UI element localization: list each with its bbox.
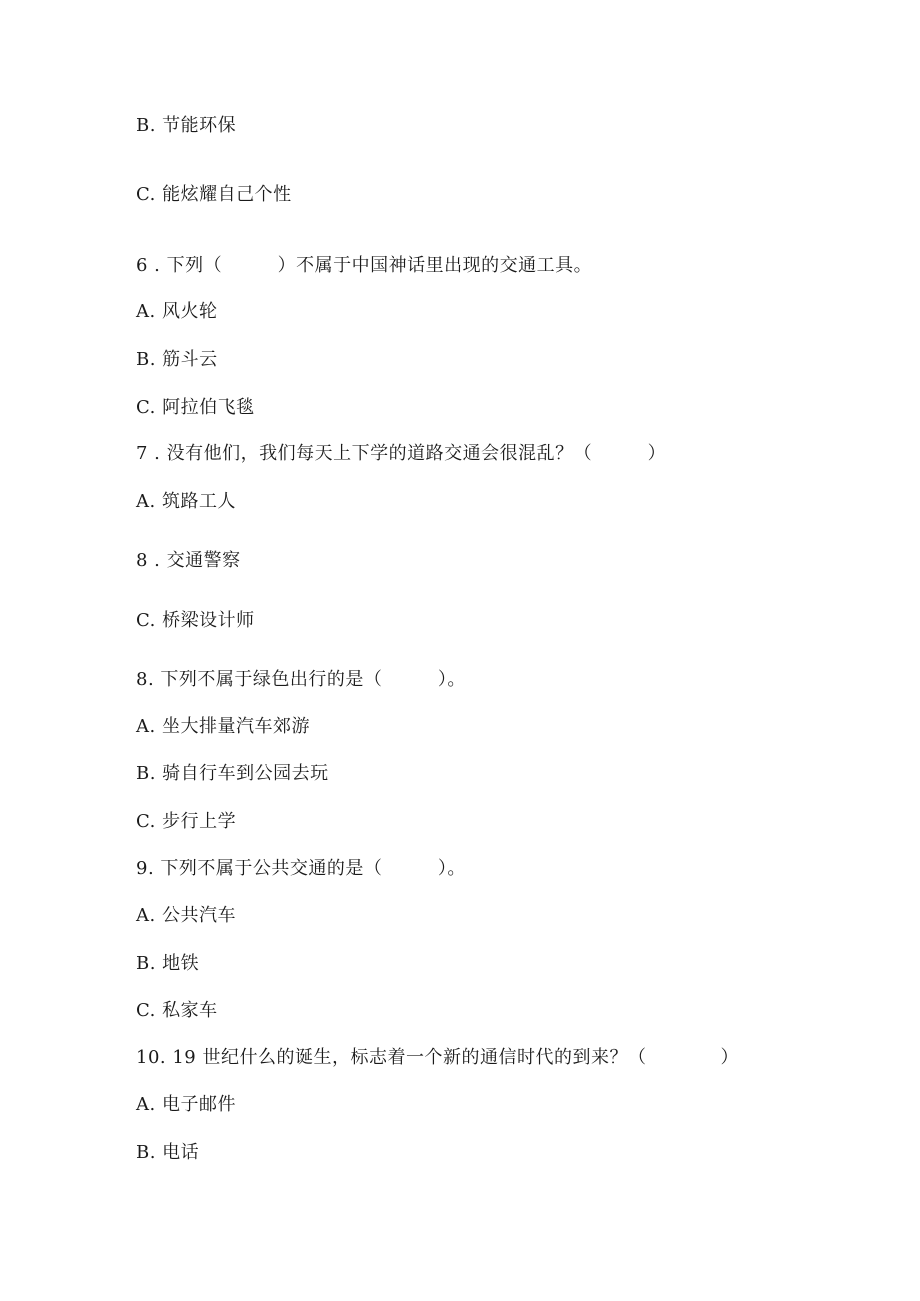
option-c-q5: C. 能炫耀自己个性 <box>136 184 292 205</box>
option-c-q6: C. 阿拉伯飞毯 <box>136 397 255 418</box>
option-a-q10: A. 电子邮件 <box>136 1094 236 1115</box>
option-a-q7: A. 筑路工人 <box>136 491 236 512</box>
option-a-q9: A. 公共汽车 <box>136 905 236 926</box>
question-7: 7 . 没有他们，我们每天上下学的道路交通会很混乱？（ ） <box>136 443 667 464</box>
option-b-q9: B. 地铁 <box>136 953 200 974</box>
question-9: 9. 下列不属于公共交通的是（ ）。 <box>136 858 466 879</box>
question-8: 8. 下列不属于绿色出行的是（ ）。 <box>136 669 466 690</box>
option-b-q5: B. 节能环保 <box>136 115 237 136</box>
option-c-q9: C. 私家车 <box>136 1000 218 1021</box>
option-c-q8: C. 步行上学 <box>136 811 237 832</box>
question-6: 6 . 下列（ ）不属于中国神话里出现的交通工具。 <box>136 255 593 276</box>
option-b-q7: 8 . 交通警察 <box>136 550 241 571</box>
option-b-q10: B. 电话 <box>136 1142 200 1163</box>
option-b-q8: B. 骑自行车到公园去玩 <box>136 763 329 784</box>
question-10: 10. 19 世纪什么的诞生，标志着一个新的通信时代的到来？（ ） <box>136 1047 739 1068</box>
option-a-q6: A. 风火轮 <box>136 301 218 322</box>
option-b-q6: B. 筋斗云 <box>136 349 218 370</box>
option-c-q7: C. 桥梁设计师 <box>136 610 255 631</box>
option-a-q8: A. 坐大排量汽车郊游 <box>136 716 310 737</box>
